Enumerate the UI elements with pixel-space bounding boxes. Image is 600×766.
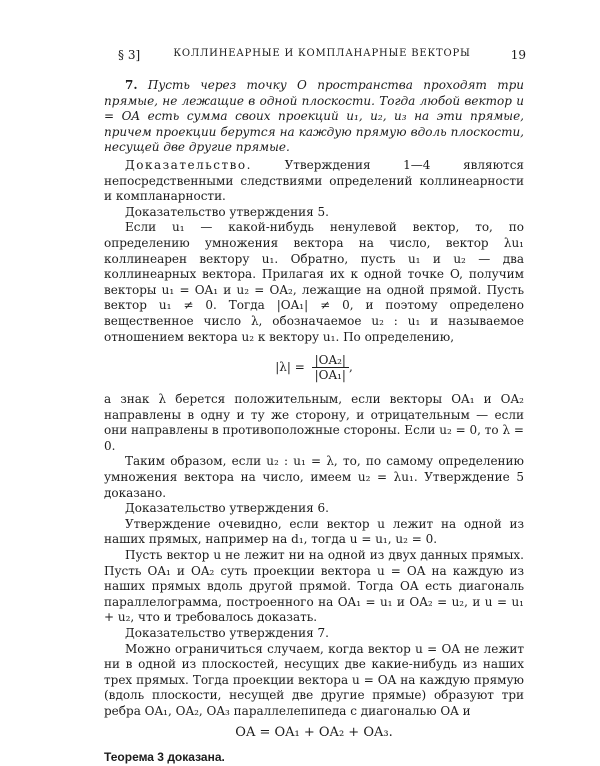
proof5-sign: а знак λ берется положительным, если векторы OA₁ и OA₂ направлены в одну и ту же сторону, и отрицательным — если они направлены в противоположные стороны. Если u₂ = 0, то λ = 0.: [104, 392, 524, 453]
fraction-denominator: |OA₁|: [314, 368, 346, 383]
formula-fraction: [312, 353, 349, 382]
proof-intro: Утверждения 1—4 являются непосредственными следствиями определений коллинеарности и компланарности.: [104, 157, 524, 204]
theorem-conclusion: Теорема 3 доказана.: [104, 750, 225, 765]
proof5-text: Если u₁ — какой-нибудь ненулевой вектор, то, по определению умножения вектора на число, вектор λu₁ коллинеарен вектору u₁. Обратно, пусть u₁ и u₂ — два коллинеарных вектора. Прилагая их к одной точке O, получим векторы u₁ = OA₁ и u₂ = OA₂, лежащие на одной прямой. Пусть вектор u₁ ≠ 0. Тогда |OA₁| ≠ 0, и поэтому определено вещественное число λ, обозначаемое u₂ : u₁ и называемое отношением вектора u₂ к вектору u₁. По определению,: [104, 220, 524, 344]
proof-label: Доказательство.: [125, 157, 252, 172]
proof-intro-paragraph: [104, 158, 524, 205]
section-marker: § 3]: [118, 48, 141, 62]
item-number: 7.: [125, 78, 138, 92]
formula-sum: OA = OA₁ + OA₂ + OA₃.: [235, 724, 393, 740]
proof5-title: Доказательство утверждения 5.: [125, 204, 329, 219]
running-header: [118, 48, 526, 64]
proof7-title: Доказательство утверждения 7.: [125, 626, 329, 640]
proof6-title: Доказательство утверждения 6.: [125, 501, 329, 516]
page-body: [104, 78, 524, 766]
fraction-numerator: |OA₂|: [312, 353, 349, 368]
theorem-item-7: [104, 78, 524, 156]
formula-lhs: |λ| =: [275, 360, 305, 375]
theorem-statement: Пусть через точку O пространства проходят три прямые, не лежащие в одной плоскости. Тогда любой вектор u = OA есть сумма своих проекций u₁, u₂, u₃ на эти прямые, причем проекции берутся на каждую прямую вдоль плоскости, несущей две другие прямые.: [104, 78, 524, 155]
proof5-conclusion: Таким образом, если u₂ : u₁ = λ, то, по самому определению умножения вектора на число, имеем u₂ = λu₁. Утверждение 5 доказано.: [104, 454, 524, 500]
page-number: 19: [510, 48, 526, 62]
header-title: КОЛЛИНЕАРНЫЕ И КОМПЛАНАРНЫЕ ВЕКТОРЫ: [173, 48, 471, 59]
proof6-text1: Утверждение очевидно, если вектор u лежит на одной из наших прямых, например на d₁, тогда u = u₁, u₂ = 0.: [104, 516, 524, 547]
proof6-text2: Пусть вектор u не лежит ни на одной из двух данных прямых. Пусть OA₁ и OA₂ суть проекции вектора u = OA на каждую из наших прямых вдоль другой прямой. Тогда OA есть диагональ параллелограмма, построенного на OA₁ = u₁ и OA₂ = u₂, и u = u₁ + u₂, что и требовалось доказать.: [104, 548, 524, 625]
proof7-text: Можно ограничиться случаем, когда вектор u = OA не лежит ни в одной из плоскостей, несущих две какие-нибудь из наших трех прямых. Тогда проекции вектора u = OA на каждую прямую (вдоль плоскости, несущей две другие прямые) образуют три ребра OA₁, OA₂, OA₃ параллелепипеда с диагональю OA и: [104, 641, 524, 718]
formula-lambda: [104, 353, 524, 382]
formula-tail: ,: [348, 360, 353, 375]
